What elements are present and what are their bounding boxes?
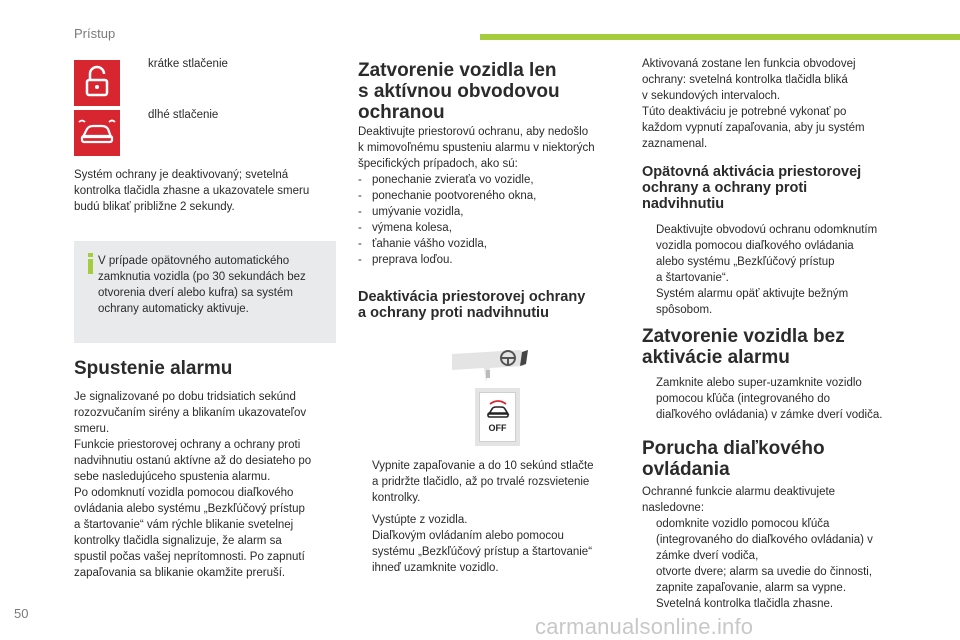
list-item: otvorte dvere; alarm sa uvedie do činnosti, [656, 566, 873, 578]
heading-reactivation: Opätovná aktivácia priestorovej ochrany a ochrany proti nadvihnutiu [642, 164, 862, 212]
info-text: V prípade opätovného automatického zamknutia vozidla (po 30 sekundách bez otvorenia dverí alebo kufra) sa systém ochrany automaticky aktivuje. [98, 255, 306, 315]
close-without-alarm-steps [642, 375, 932, 423]
perimeter-paragraph: Deaktivujte priestorovú ochranu, aby nedošlo k mimovoľnému spusteniu alarmu v niektorých špecifických prípadoch, ako sú: [358, 126, 595, 170]
deactivated-paragraph: Systém ochrany je deaktivovaný; svetelná kontrolka tlačidla zhasne a ukazovatele smeru budú blikať približne 2 sekundy. [74, 169, 310, 213]
heading-perimeter-only: Zatvorenie vozidla len s aktívnou obvodovou ochranou [358, 60, 560, 123]
heading-close-without-alarm: Zatvorenie vozidla bez aktivácie alarmu [642, 326, 845, 368]
list-item: zapnite zapaľovanie, alarm sa vypne. Svetelná kontrolka tlačidla zhasne. [656, 582, 847, 610]
remote-failure-paragraph: Ochranné funkcie alarmu deaktivujete nasledovne: odomknite vozidlo pomocou kľúča (integrovaného do diaľkového ovládania) v zámke dverí vodiča, otvorte dvere; alarm sa uvedie do činnosti, zapnite zapaľovanie, alarm sa vypne. Svetelná kontrolka tlačidla zhasne. [642, 484, 932, 612]
heading-alarm: Spustenie alarmu [74, 358, 233, 379]
heading-deactivation: Deaktivácia priestorovej ochrany a ochrany proti nadvihnutiu [358, 289, 586, 321]
icon2-caption: dlhé stlačenie [148, 109, 219, 121]
list-item: - ponechanie pootvoreného okna, [358, 190, 537, 202]
info-icon [87, 253, 93, 273]
lock-icon [74, 60, 120, 106]
list-item: Vypnite zapaľovanie a do 10 sekúnd stlačte a pridržte tlačidlo, až po trvalé rozsvietenie kontrolky. [372, 460, 594, 504]
deactivation-steps [358, 458, 628, 576]
list-item: - ťahanie vášho vozidla, [358, 238, 487, 250]
list-item: Diaľkovým ovládaním alebo pomocou systému „Bezkľúčový prístup a štartovanie“ ihneď uzamknite vozidlo. [372, 530, 593, 574]
alarm-paragraph: Je signalizované po dobu tridsiatich sekúnd rozozvučaním sirény a blikaním ukazovateľov smeru. Funkcie priestorovej ochrany a ochrany proti nadvihnutiu ostanú aktívne až do desiateho po sebe nasledujúceho spustenia alarmu. Po odomknutí vozidla pomocou diaľkového ovládania alebo systému „Bezkľúčový prístup a štartovanie“ vám rýchle blikanie svetelnej kontrolky tlačidla signalizuje, že alarm sa spustil počas vašej neprítomnosti. Po zapnutí zapaľovania sa blikanie okamžite preruší. [74, 391, 312, 579]
page-number: 50 [14, 606, 29, 621]
reactivation-steps [642, 222, 932, 318]
dash-list [358, 172, 628, 268]
right-intro-paragraph: Aktivovaná zostane len funkcia obvodovej ochrany: svetelná kontrolka tlačidla bliká v sekundových intervaloch. Túto deaktiváciu je potrebné vykonať po každom vypnutí zapaľovania, aby ju systém zaznamenal. [642, 58, 865, 150]
list-item: Systém alarmu opäť aktivujte bežným spôsobom. [656, 288, 849, 316]
list-item: odomknite vozidlo pomocou kľúča (integrovaného do diaľkového ovládania) v zámke dverí vodiča, [656, 518, 873, 562]
icon1-caption: krátke stlačenie [148, 58, 228, 70]
list-item: - ponechanie zvieraťa vo vozidle, [358, 174, 534, 186]
header-accent-bar [480, 34, 960, 40]
car-alarm-icon [74, 110, 120, 156]
list-item: Vystúpte z vozidla. [372, 514, 468, 526]
steering-column-illustration [452, 342, 532, 389]
alarm-button-panel [475, 388, 520, 446]
alarm-button [479, 392, 516, 442]
list-item: - umývanie vozidla, [358, 206, 464, 218]
list-item: - preprava loďou. [358, 254, 453, 266]
list-item: Zamknite alebo super-uzamknite vozidlo pomocou kľúča (integrovaného do diaľkového ovládania) v zámke dverí vodiča. [656, 377, 883, 421]
button-off-label: OFF [488, 423, 507, 433]
section-title: Prístup [74, 26, 116, 41]
watermark: carmanualsonline.info [535, 614, 754, 639]
heading-remote-failure: Porucha diaľkového ovládania [642, 438, 825, 480]
list-item: Deaktivujte obvodovú ochranu odomknutím vozidla pomocou diaľkového ovládania alebo systému „Bezkľúčový prístup a štartovanie“. [656, 224, 878, 284]
list-item: - výmena kolesa, [358, 222, 452, 234]
